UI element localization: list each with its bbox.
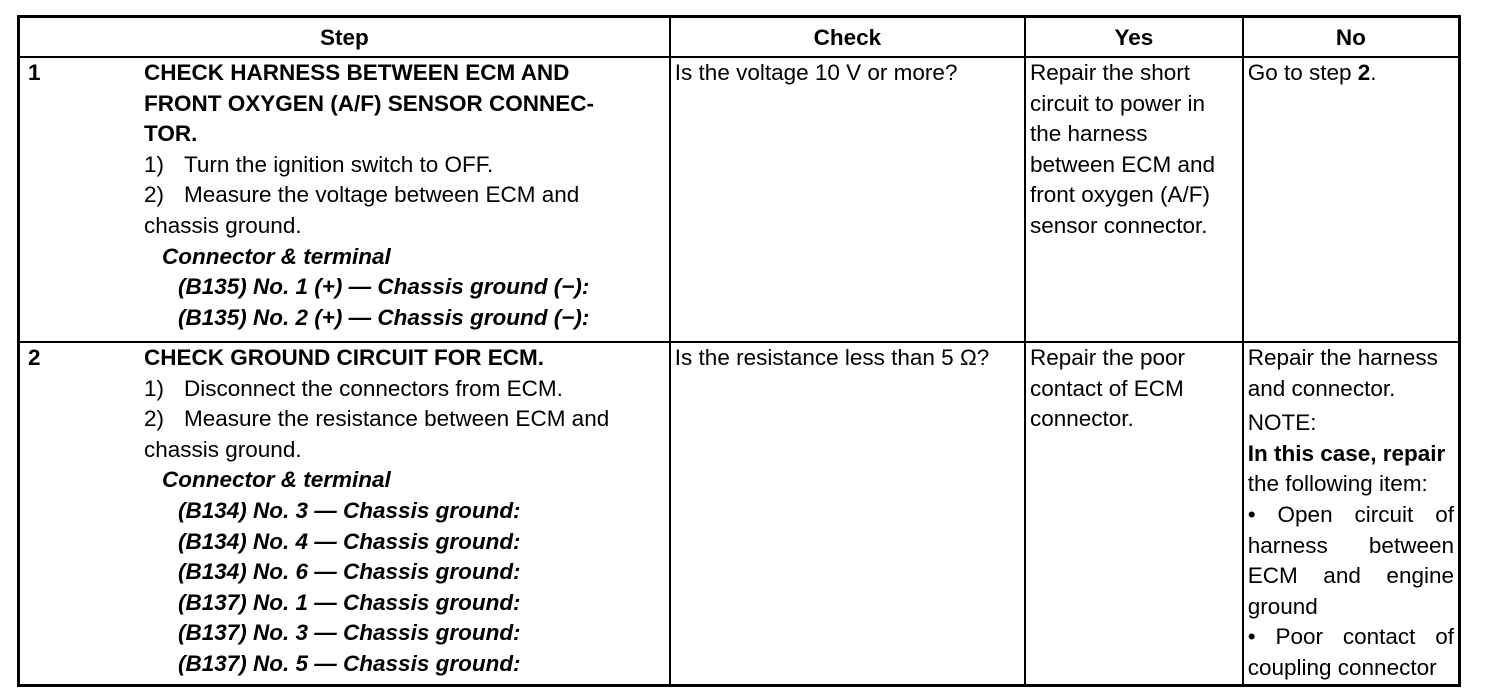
terminal-spec: (B135) No. 2 (+) — Chassis ground (−): <box>178 304 590 330</box>
note-label: NOTE: <box>1247 410 1317 436</box>
substep-text: Measure the resistance between ECM and <box>184 406 610 432</box>
step-title: CHECK GROUND CIRCUIT FOR ECM. <box>144 345 544 370</box>
substep-number: 2) <box>144 182 165 208</box>
note-item-line: coupling connector <box>1247 654 1437 680</box>
yes-line: front oxygen (A/F) <box>1029 182 1211 208</box>
substep-continuation: chassis ground. <box>144 436 302 462</box>
connector-label: Connector & terminal <box>162 467 391 493</box>
note-item-line: • Poor contact of <box>1247 624 1454 650</box>
note-intro-line: the following item: <box>1247 471 1428 497</box>
terminal-spec: (B134) No. 4 — Chassis ground: <box>178 528 521 554</box>
terminal-spec: (B135) No. 1 (+) — Chassis ground (−): <box>178 274 590 300</box>
yes-line: circuit to power in <box>1029 90 1206 116</box>
note-item-line: ECM and engine <box>1247 563 1454 589</box>
no-line: and connector. <box>1247 375 1396 401</box>
yes-line: the harness <box>1029 121 1148 147</box>
step-title-line: TOR. <box>144 121 198 147</box>
substep <box>144 180 661 211</box>
step-cell <box>19 342 670 685</box>
step-number: 1 <box>28 60 41 85</box>
note-item-line: harness between <box>1247 532 1454 558</box>
substep-text: Turn the ignition switch to OFF. <box>184 151 494 177</box>
terminal-spec: (B134) No. 6 — Chassis ground: <box>178 559 521 585</box>
no-cell <box>1243 342 1460 685</box>
step-title <box>144 58 661 150</box>
yes-line: contact of ECM <box>1029 375 1184 401</box>
terminal-spec: (B137) No. 1 — Chassis ground: <box>178 589 521 615</box>
check-cell: Is the voltage 10 V or more? <box>670 57 1025 342</box>
terminal-spec: (B137) No. 5 — Chassis ground: <box>178 650 521 676</box>
terminal-spec: (B137) No. 3 — Chassis ground: <box>178 620 521 646</box>
no-text: Go to step <box>1247 60 1358 85</box>
substep-text: Measure the voltage between ECM and <box>184 182 580 208</box>
no-text-suffix: . <box>1370 60 1377 85</box>
diagnostic-table <box>17 15 1461 687</box>
step-cell <box>19 57 670 342</box>
header-yes: Yes <box>1025 17 1243 58</box>
substep <box>144 150 661 181</box>
yes-line: Repair the poor <box>1029 345 1186 370</box>
note-intro-line: In this case, repair <box>1247 440 1446 466</box>
header-row <box>19 17 1460 58</box>
note-item-line: • Open circuit of <box>1247 501 1454 527</box>
no-step-ref: 2 <box>1357 60 1371 85</box>
header-no: No <box>1243 17 1460 58</box>
step-title-line: FRONT OXYGEN (A/F) SENSOR CONNEC- <box>144 90 595 116</box>
yes-line: connector. <box>1029 406 1134 432</box>
yes-line: sensor connector. <box>1029 212 1208 238</box>
table-row <box>19 57 1460 342</box>
substep-text: Disconnect the connectors from ECM. <box>184 375 563 401</box>
no-cell <box>1243 57 1460 342</box>
table-row <box>19 342 1460 685</box>
no-line: Repair the harness <box>1247 345 1438 370</box>
substep-continuation: chassis ground. <box>144 212 302 238</box>
substep-number: 2) <box>144 406 165 432</box>
yes-line: Repair the short <box>1029 60 1191 85</box>
step-title-line: CHECK HARNESS BETWEEN ECM AND <box>144 60 570 85</box>
terminal-spec: (B134) No. 3 — Chassis ground: <box>178 497 521 523</box>
note-item-line: ground <box>1247 593 1318 619</box>
header-step: Step <box>19 17 670 58</box>
substep <box>144 404 661 435</box>
connector-label: Connector & terminal <box>162 243 391 269</box>
header-check: Check <box>670 17 1025 58</box>
step-number: 2 <box>28 345 41 370</box>
yes-cell <box>1025 342 1243 685</box>
substep <box>144 374 661 405</box>
substep-number: 1) <box>144 151 165 177</box>
check-cell: Is the resistance less than 5 Ω? <box>670 342 1025 685</box>
yes-line: between ECM and <box>1029 151 1216 177</box>
yes-cell <box>1025 57 1243 342</box>
substep-number: 1) <box>144 375 165 401</box>
